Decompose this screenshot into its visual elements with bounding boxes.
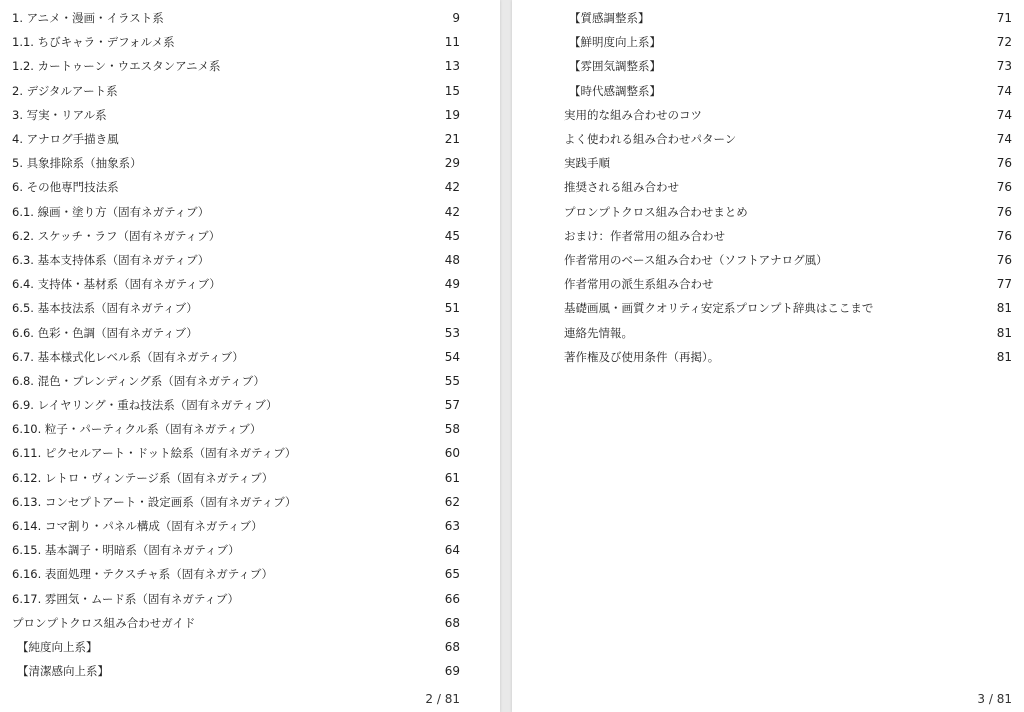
toc-entry[interactable] (12, 393, 460, 417)
toc-entry-page-number: 29 (444, 156, 460, 171)
toc-entry[interactable] (564, 296, 1012, 320)
toc-entry-page-number: 76 (996, 204, 1012, 219)
toc-entry[interactable] (12, 200, 460, 224)
toc-entry-page-number: 76 (996, 180, 1012, 195)
toc-entry-page-number: 63 (444, 519, 460, 534)
toc-entry-page-number: 76 (996, 156, 1012, 171)
toc-entry[interactable] (12, 659, 460, 683)
toc-entry[interactable] (12, 224, 460, 248)
toc-entry-title: 3. 写実・リアル系 (12, 107, 107, 122)
toc-entry-title: 6. その他専門技法系 (12, 180, 119, 195)
toc-entry-page-number: 9 (452, 11, 460, 26)
toc-entry[interactable] (12, 490, 460, 514)
toc-entry-page-number: 45 (444, 228, 460, 243)
toc-entry[interactable] (564, 6, 1012, 30)
toc-entry[interactable] (564, 54, 1012, 78)
toc-entry-title: 5. 具象排除系（抽象系） (12, 156, 142, 171)
toc-entry-title: 基礎画風・画質クオリティ安定系プロンプト辞典はここまで (564, 301, 874, 316)
toc-entry[interactable] (12, 248, 460, 272)
toc-entry[interactable] (12, 320, 460, 344)
toc-entry-title: おまけ：作者常用の組み合わせ (564, 228, 725, 243)
toc-entry-page-number: 60 (444, 446, 460, 461)
toc-entry-title: 推奨される組み合わせ (564, 180, 679, 195)
toc-entry-page-number: 81 (996, 325, 1012, 340)
toc-entry-title: 実用的な組み合わせのコツ (564, 107, 702, 122)
toc-entry-page-number: 54 (444, 349, 460, 364)
toc-entry-title: 6.9. レイヤリング・重ね技法系（固有ネガティブ） (12, 398, 278, 413)
toc-entry-title: 6.4. 支持体・基材系（固有ネガティブ） (12, 277, 221, 292)
toc-entry[interactable] (12, 151, 460, 175)
toc-entry-page-number: 19 (444, 107, 460, 122)
toc-entry-page-number: 76 (996, 252, 1012, 267)
toc-entry[interactable] (12, 6, 460, 30)
toc-entry-page-number: 61 (444, 470, 460, 485)
table-of-contents-right (564, 6, 1012, 369)
toc-entry-title: 6.6. 色彩・色調（固有ネガティブ） (12, 325, 198, 340)
toc-entry[interactable] (564, 151, 1012, 175)
toc-entry-title: 【清潔感向上系】 (17, 664, 109, 679)
toc-entry-page-number: 74 (996, 107, 1012, 122)
toc-entry-page-number: 65 (444, 567, 460, 582)
toc-entry-title: 6.14. コマ割り・パネル構成（固有ネガティブ） (12, 519, 263, 534)
toc-entry-title: 2. デジタルアート系 (12, 83, 118, 98)
toc-entry[interactable] (564, 345, 1012, 369)
toc-entry-title: 【時代感調整系】 (569, 83, 661, 98)
page-indicator-left: 2 / 81 (425, 692, 460, 706)
toc-entry-title: 作者常用のベース組み合わせ（ソフトアナログ風） (564, 252, 828, 267)
toc-entry[interactable] (564, 248, 1012, 272)
toc-entry-title: 6.1. 線画・塗り方（固有ネガティブ） (12, 204, 210, 219)
toc-entry[interactable] (12, 30, 460, 54)
toc-entry-title: 6.11. ピクセルアート・ドット絵系（固有ネガティブ） (12, 446, 297, 461)
toc-entry[interactable] (12, 441, 460, 465)
toc-entry-page-number: 58 (444, 422, 460, 437)
toc-entry-title: 著作権及び使用条件（再掲）。 (564, 349, 720, 364)
toc-entry-page-number: 55 (444, 373, 460, 388)
toc-entry-page-number: 13 (444, 59, 460, 74)
toc-entry-page-number: 74 (996, 132, 1012, 147)
toc-entry[interactable] (12, 466, 460, 490)
toc-entry-page-number: 77 (996, 277, 1012, 292)
toc-entry-title: 6.12. レトロ・ヴィンテージ系（固有ネガティブ） (12, 470, 274, 485)
table-of-contents-left (12, 6, 460, 683)
toc-entry[interactable] (564, 175, 1012, 199)
toc-entry[interactable] (12, 175, 460, 199)
toc-entry-title: 1.2. カートゥーン・ウエスタンアニメ系 (12, 59, 221, 74)
toc-entry[interactable] (12, 272, 460, 296)
toc-entry-page-number: 68 (444, 639, 460, 654)
toc-entry-title: 6.7. 基本様式化レベル系（固有ネガティブ） (12, 349, 244, 364)
toc-entry[interactable] (12, 345, 460, 369)
toc-entry[interactable] (564, 272, 1012, 296)
toc-entry[interactable] (12, 587, 460, 611)
toc-entry-page-number: 53 (444, 325, 460, 340)
toc-entry-page-number: 51 (444, 301, 460, 316)
toc-entry[interactable] (564, 200, 1012, 224)
toc-entry-page-number: 71 (996, 11, 1012, 26)
toc-entry[interactable] (564, 127, 1012, 151)
toc-entry-page-number: 69 (444, 664, 460, 679)
toc-entry-page-number: 42 (444, 204, 460, 219)
toc-entry-page-number: 81 (996, 349, 1012, 364)
toc-entry-title: 6.16. 表面処理・テクスチャ系（固有ネガティブ） (12, 567, 273, 582)
toc-entry-page-number: 76 (996, 228, 1012, 243)
toc-entry[interactable] (12, 611, 460, 635)
toc-entry[interactable] (12, 369, 460, 393)
toc-entry-page-number: 64 (444, 543, 460, 558)
toc-entry[interactable] (12, 514, 460, 538)
toc-entry-title: 【鮮明度向上系】 (569, 35, 661, 50)
toc-entry-title: 6.10. 粒子・パーティクル系（固有ネガティブ） (12, 422, 262, 437)
toc-entry-title: 【質感調整系】 (569, 11, 650, 26)
toc-entry[interactable] (564, 224, 1012, 248)
page-3 (512, 0, 1024, 712)
toc-entry[interactable] (564, 320, 1012, 344)
toc-entry-page-number: 74 (996, 83, 1012, 98)
toc-entry-page-number: 73 (996, 59, 1012, 74)
toc-entry-title: 1. アニメ・漫画・イラスト系 (12, 11, 164, 26)
toc-entry-title: 6.8. 混色・ブレンディング系（固有ネガティブ） (12, 373, 265, 388)
toc-entry-title: 【純度向上系】 (17, 639, 98, 654)
toc-entry[interactable] (564, 103, 1012, 127)
toc-entry[interactable] (12, 562, 460, 586)
toc-entry[interactable] (12, 54, 460, 78)
toc-entry-title: 6.5. 基本技法系（固有ネガティブ） (12, 301, 198, 316)
toc-entry-title: よく使われる組み合わせパターン (564, 132, 737, 147)
toc-entry[interactable] (12, 538, 460, 562)
toc-entry[interactable] (12, 79, 460, 103)
toc-entry[interactable] (12, 635, 460, 659)
toc-entry[interactable] (564, 30, 1012, 54)
toc-entry-page-number: 42 (444, 180, 460, 195)
toc-entry-page-number: 11 (444, 35, 460, 50)
toc-entry-page-number: 66 (444, 591, 460, 606)
toc-entry-title: 6.3. 基本支持体系（固有ネガティブ） (12, 252, 210, 267)
toc-entry[interactable] (564, 79, 1012, 103)
toc-entry-page-number: 49 (444, 277, 460, 292)
toc-entry-title: 6.17. 雰囲気・ムード系（固有ネガティブ） (12, 591, 240, 606)
toc-entry-title: 6.15. 基本調子・明暗系（固有ネガティブ） (12, 543, 240, 558)
toc-entry-page-number: 68 (444, 615, 460, 630)
toc-entry-title: 実践手順 (564, 156, 610, 171)
toc-entry[interactable] (12, 296, 460, 320)
toc-entry[interactable] (12, 127, 460, 151)
toc-entry-page-number: 62 (444, 494, 460, 509)
toc-entry-page-number: 21 (444, 132, 460, 147)
toc-entry-page-number: 81 (996, 301, 1012, 316)
toc-entry-page-number: 57 (444, 398, 460, 413)
toc-entry-title: プロンプトクロス組み合わせまとめ (564, 204, 748, 219)
toc-entry-title: 6.2. スケッチ・ラフ（固有ネガティブ） (12, 228, 221, 243)
toc-entry-page-number: 72 (996, 35, 1012, 50)
toc-entry-title: 1.1. ちびキャラ・デフォルメ系 (12, 35, 175, 50)
toc-entry[interactable] (12, 417, 460, 441)
toc-entry-title: 連絡先情報。 (564, 325, 633, 340)
toc-entry-page-number: 15 (444, 83, 460, 98)
toc-entry-title: プロンプトクロス組み合わせガイド (12, 615, 196, 630)
toc-entry-title: 作者常用の派生系組み合わせ (564, 277, 714, 292)
toc-entry[interactable] (12, 103, 460, 127)
toc-entry-title: 4. アナログ手描き風 (12, 132, 119, 147)
page-indicator-right: 3 / 81 (977, 692, 1012, 706)
toc-entry-page-number: 48 (444, 252, 460, 267)
page-2 (0, 0, 500, 712)
toc-entry-title: 【雰囲気調整系】 (569, 59, 661, 74)
toc-entry-title: 6.13. コンセプトアート・設定画系（固有ネガティブ） (12, 494, 297, 509)
